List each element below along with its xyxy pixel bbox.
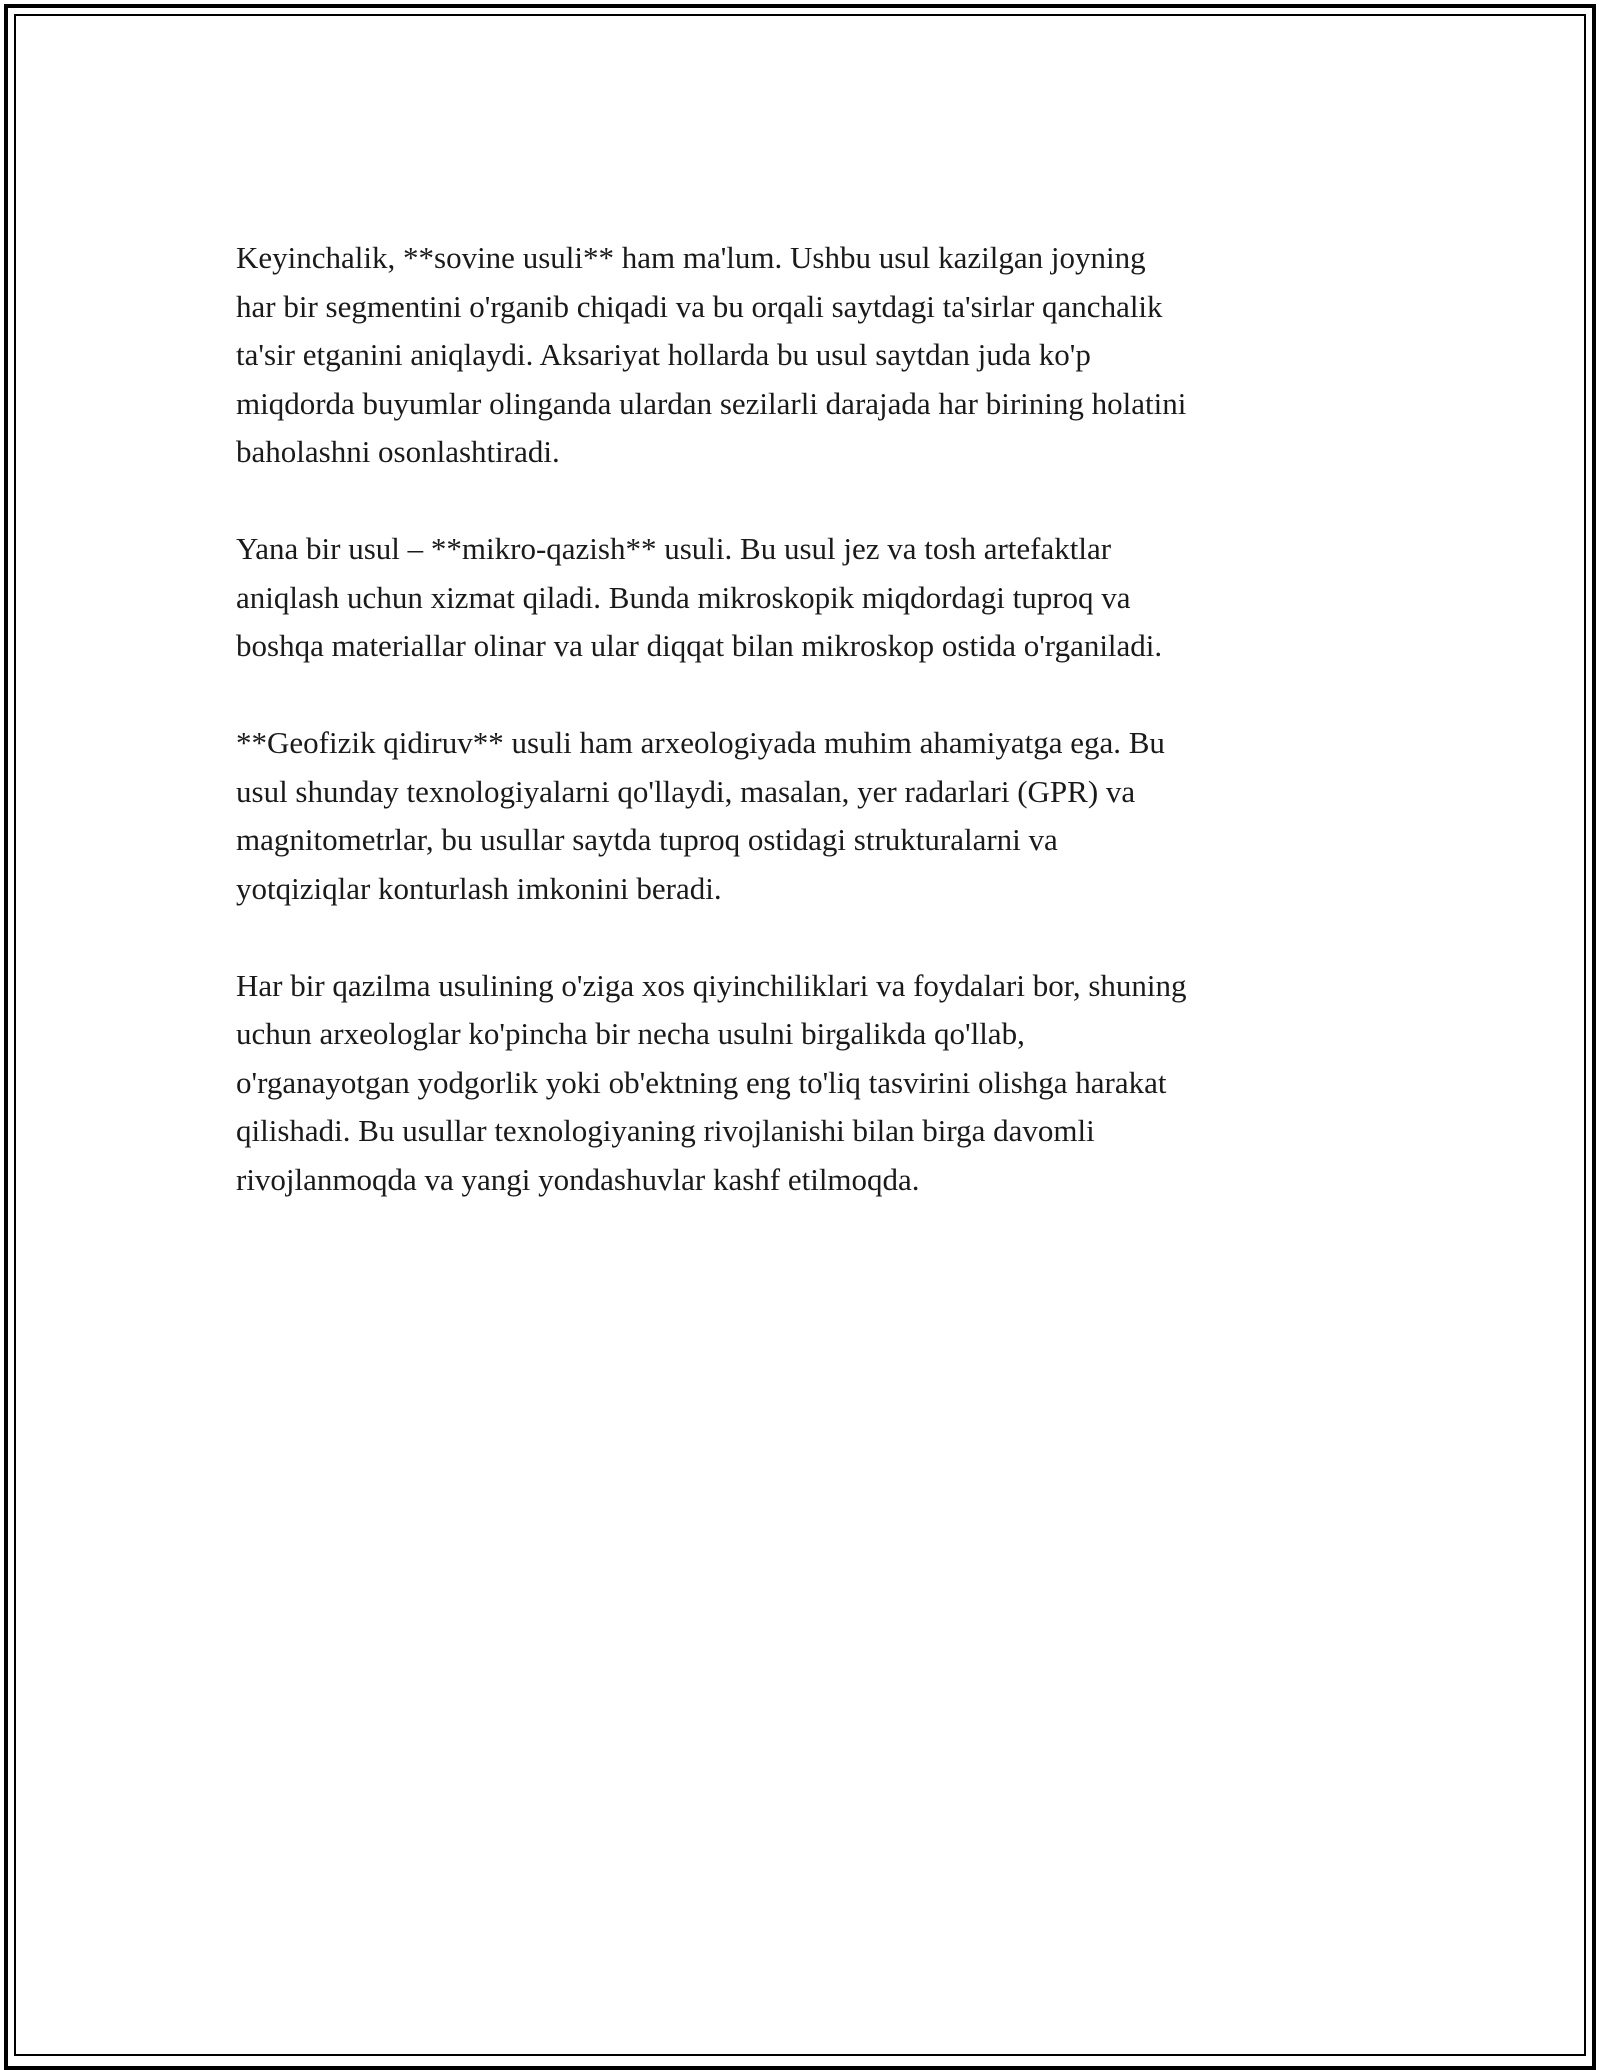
text-line: ta'sir etganini aniqlaydi. Aksariyat hollarda bu usul saytdan juda ko'p (236, 337, 1091, 372)
text-line: rivojlanmoqda va yangi yondashuvlar kashf etilmoqda. (236, 1161, 920, 1197)
text-line: **Geofizik qidiruv** usuli ham arxeologiyada muhim ahamiyatga ega. Bu (236, 725, 1165, 760)
text-line: baholashni osonlashtiradi. (236, 434, 560, 469)
paragraph-geophysical-survey (236, 719, 1366, 913)
paragraph-sovine-method (236, 234, 1366, 477)
text-line: Yana bir usul – **mikro-qazish** usuli. Bu usul jez va tosh artefaktlar (236, 531, 1112, 566)
document-body (236, 234, 1366, 1253)
text-line: Keyinchalik, **sovine usuli** ham ma'lum. Ushbu usul kazilgan joyning (236, 240, 1146, 275)
text-line: har bir segmentini o'rganib chiqadi va bu orqali saytdagi ta'sirlar qanchalik (236, 288, 1163, 324)
text-line: Har bir qazilma usulining o'ziga xos qiyinchiliklari va foydalari bor, shuning (236, 967, 1187, 1003)
text-line: usul shunday texnologiyalarni qo'llaydi, masalan, yer radarlari (GPR) va (236, 773, 1136, 809)
text-line: magnitometrlar, bu usullar saytda tuproq ostidagi strukturalarni va (236, 822, 1058, 857)
text-line: uchun arxeologlar ko'pincha bir necha usulni birgalikda qo'llab, (236, 1016, 1025, 1051)
text-line: o'rganayotgan yodgorlik yoki ob'ektning eng to'liq tasvirini olishga harakat (236, 1064, 1167, 1100)
text-line: boshqa materiallar olinar va ular diqqat bilan mikroskop ostida o'rganiladi. (236, 628, 1163, 663)
paragraph-micro-excavation (236, 525, 1366, 671)
text-line: yotqiziqlar konturlash imkonini beradi. (236, 870, 722, 906)
text-line: miqdorda buyumlar olinganda ulardan sezilarli darajada har birining holatini (236, 385, 1187, 421)
paragraph-conclusion (236, 962, 1366, 1205)
text-line: aniqlash uchun xizmat qiladi. Bunda mikroskopik miqdordagi tuproq va (236, 579, 1131, 615)
text-line: qilishadi. Bu usullar texnologiyaning rivojlanishi bilan birga davomli (236, 1113, 1095, 1148)
